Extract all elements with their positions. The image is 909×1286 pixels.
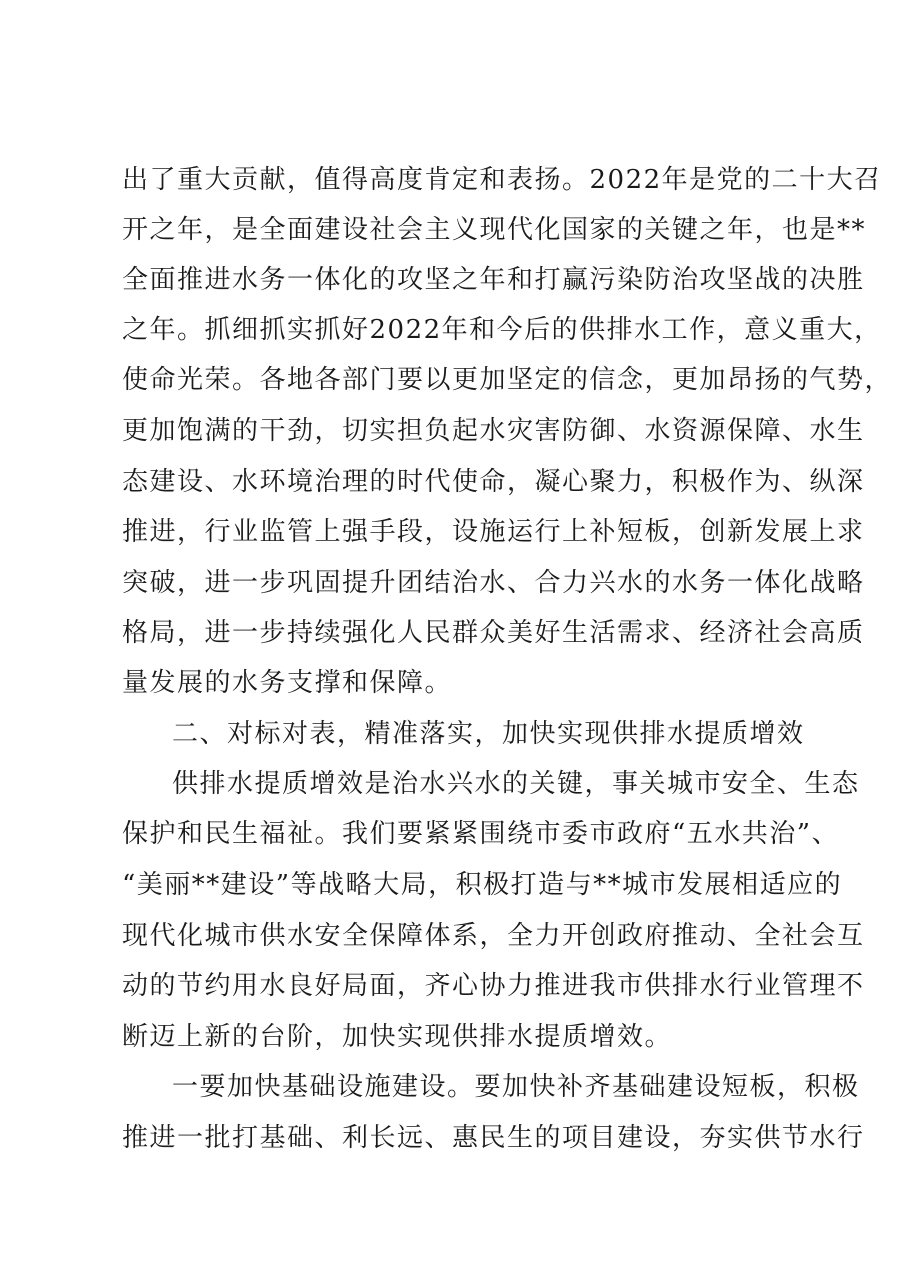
- text-line: 供排水提质增效是治水兴水的关键，事关城市安全、生态: [172, 769, 860, 799]
- text-line: 现代化城市供水安全保障体系，全力开创政府推动、全社会互: [122, 921, 865, 951]
- text-line: 量发展的水务支撑和保障。: [122, 668, 453, 698]
- text-line: 突破，进一步巩固提升团结治水、合力兴水的水务一体化战略: [122, 568, 865, 598]
- text-line: 更加饱满的干劲，切实担负起水灾害防御、水资源保障、水生: [122, 416, 865, 446]
- text-line: “美丽**建设”等战略大局，积极打造与**城市发展相适应的: [122, 870, 843, 900]
- text-line: 格局，进一步持续强化人民群众美好生活需求、经济社会高质: [122, 618, 865, 648]
- text-line: 保护和民生福祉。我们要紧紧围绕市委市政府“五水共治”、: [122, 819, 840, 849]
- text-line: 开之年，是全面建设社会主义现代化国家的关键之年，也是**: [122, 215, 867, 245]
- text-line: 推进一批打基础、利长远、惠民生的项目建设，夯实供节水行: [122, 1123, 865, 1153]
- text-line: 动的节约用水良好局面，齐心协力推进我市供排水行业管理不: [122, 971, 865, 1001]
- text-line: 推进，行业监管上强手段，设施运行上补短板，创新发展上求: [122, 517, 865, 547]
- text-line: 一要加快基础设施建设。要加快补齐基础建设短板，积极: [172, 1072, 860, 1102]
- section-heading: 二、对标对表，精准落实，加快实现供排水提质增效: [172, 719, 805, 749]
- text-line: 出了重大贡献，值得高度肯定和表扬。2022年是党的二十大召: [122, 165, 882, 195]
- text-line: 之年。抓细抓实抓好2022年和今后的供排水工作，意义重大，: [122, 315, 882, 345]
- text-line: 使命光荣。各地各部门要以更加坚定的信念，更加昂扬的气势，: [122, 365, 893, 395]
- text-line: 全面推进水务一体化的攻坚之年和打赢污染防治攻坚战的决胜: [122, 265, 865, 295]
- text-line: 断迈上新的台阶，加快实现供排水提质增效。: [122, 1022, 673, 1052]
- text-line: 态建设、水环境治理的时代使命，凝心聚力，积极作为、纵深: [122, 467, 865, 497]
